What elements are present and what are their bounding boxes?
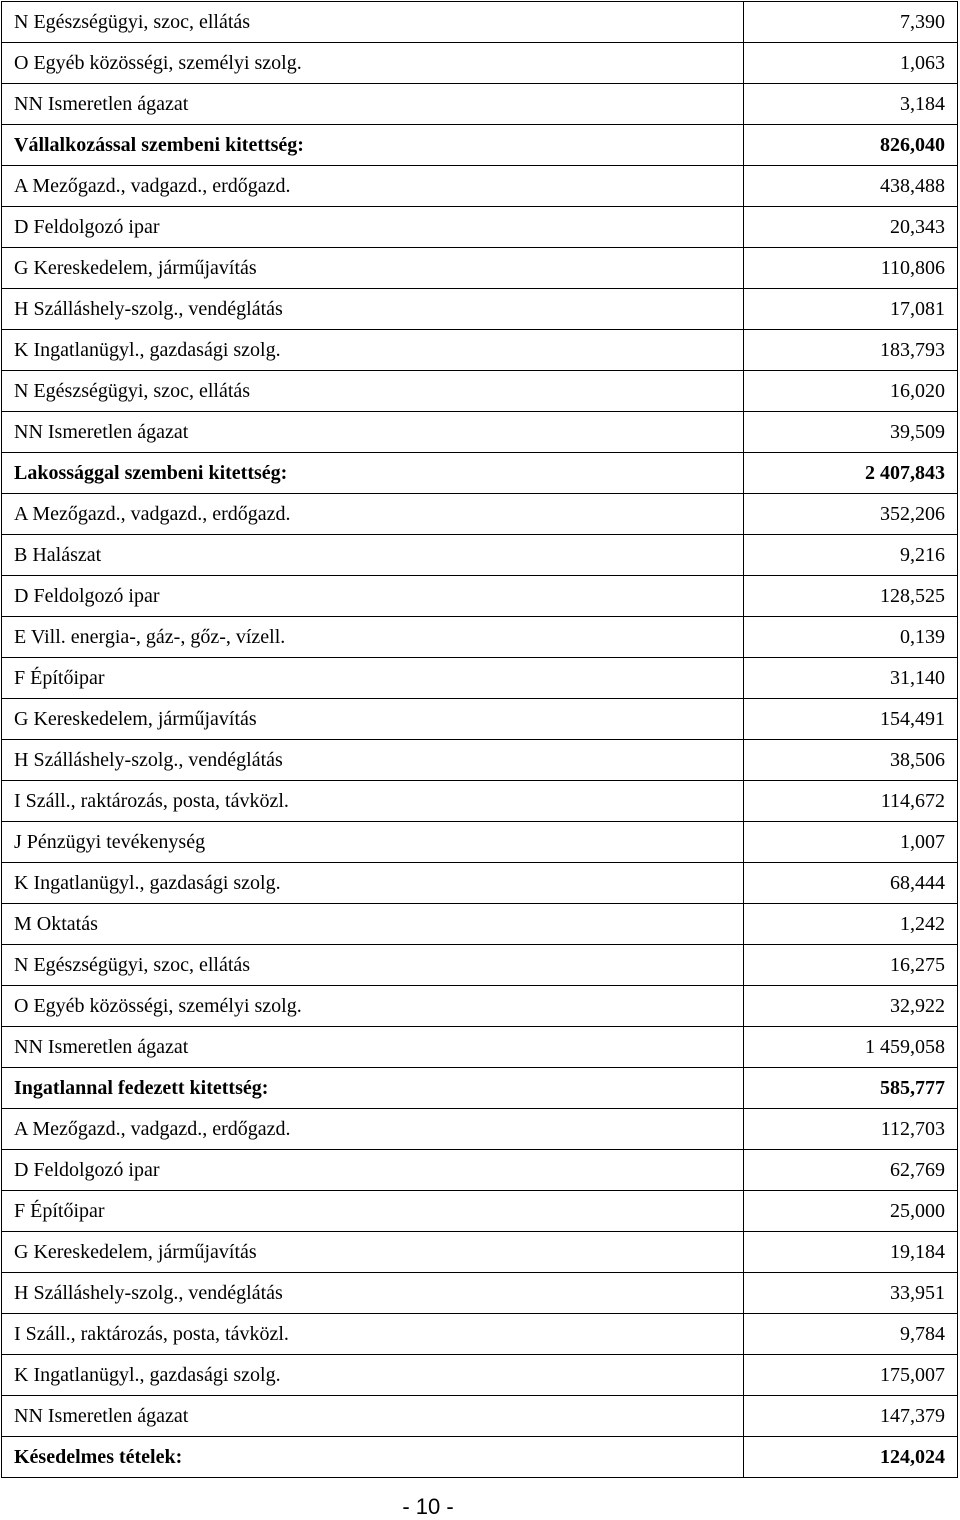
table-row <box>2 43 958 84</box>
sector-value: 38,506 <box>744 740 958 781</box>
sector-label: G Kereskedelem, járműjavítás <box>2 699 744 740</box>
table-row <box>2 863 958 904</box>
table-row <box>2 2 958 43</box>
table-section-row <box>2 1437 958 1478</box>
sector-label: K Ingatlanügyl., gazdasági szolg. <box>2 863 744 904</box>
table-row <box>2 1273 958 1314</box>
sector-value: 9,216 <box>744 535 958 576</box>
exposure-table <box>1 1 958 1478</box>
sector-value: 0,139 <box>744 617 958 658</box>
sector-value: 3,184 <box>744 84 958 125</box>
sector-label: J Pénzügyi tevékenység <box>2 822 744 863</box>
sector-value: 31,140 <box>744 658 958 699</box>
table-row <box>2 1191 958 1232</box>
sector-value: 68,444 <box>744 863 958 904</box>
sector-label: B Halászat <box>2 535 744 576</box>
table-row <box>2 822 958 863</box>
section-label: Vállalkozással szembeni kitettség: <box>2 125 744 166</box>
table-row <box>2 289 958 330</box>
sector-label: A Mezőgazd., vadgazd., erdőgazd. <box>2 494 744 535</box>
section-value: 124,024 <box>744 1437 958 1478</box>
table-row <box>2 1314 958 1355</box>
sector-label: I Száll., raktározás, posta, távközl. <box>2 1314 744 1355</box>
sector-label: D Feldolgozó ipar <box>2 1150 744 1191</box>
table-row <box>2 781 958 822</box>
table-row <box>2 904 958 945</box>
table-row <box>2 494 958 535</box>
sector-label: G Kereskedelem, járműjavítás <box>2 248 744 289</box>
sector-value: 19,184 <box>744 1232 958 1273</box>
sector-label: M Oktatás <box>2 904 744 945</box>
sector-value: 352,206 <box>744 494 958 535</box>
sector-label: A Mezőgazd., vadgazd., erdőgazd. <box>2 1109 744 1150</box>
sector-value: 25,000 <box>744 1191 958 1232</box>
sector-value: 110,806 <box>744 248 958 289</box>
table-row <box>2 371 958 412</box>
sector-label: K Ingatlanügyl., gazdasági szolg. <box>2 330 744 371</box>
section-label: Lakossággal szembeni kitettség: <box>2 453 744 494</box>
sector-label: H Szálláshely-szolg., vendéglátás <box>2 1273 744 1314</box>
section-value: 585,777 <box>744 1068 958 1109</box>
sector-label: I Száll., raktározás, posta, távközl. <box>2 781 744 822</box>
section-label: Késedelmes tételek: <box>2 1437 744 1478</box>
table-row <box>2 1109 958 1150</box>
table-row <box>2 84 958 125</box>
table-row <box>2 986 958 1027</box>
table-row <box>2 617 958 658</box>
sector-label: N Egészségügyi, szoc, ellátás <box>2 2 744 43</box>
table-row <box>2 1396 958 1437</box>
sector-value: 9,784 <box>744 1314 958 1355</box>
table-row <box>2 535 958 576</box>
sector-label: G Kereskedelem, járműjavítás <box>2 1232 744 1273</box>
sector-value: 39,509 <box>744 412 958 453</box>
sector-value: 62,769 <box>744 1150 958 1191</box>
table-row <box>2 1150 958 1191</box>
sector-value: 16,275 <box>744 945 958 986</box>
sector-label: D Feldolgozó ipar <box>2 576 744 617</box>
sector-value: 1,063 <box>744 43 958 84</box>
sector-label: H Szálláshely-szolg., vendéglátás <box>2 740 744 781</box>
sector-label: F Építőipar <box>2 1191 744 1232</box>
sector-label: N Egészségügyi, szoc, ellátás <box>2 371 744 412</box>
table-row <box>2 699 958 740</box>
table-row <box>2 576 958 617</box>
sector-label: E Vill. energia-, gáz-, gőz-, vízell. <box>2 617 744 658</box>
table-row <box>2 248 958 289</box>
sector-value: 112,703 <box>744 1109 958 1150</box>
sector-label: NN Ismeretlen ágazat <box>2 412 744 453</box>
sector-value: 7,390 <box>744 2 958 43</box>
table-row <box>2 166 958 207</box>
sector-label: K Ingatlanügyl., gazdasági szolg. <box>2 1355 744 1396</box>
table-row <box>2 1027 958 1068</box>
table-row <box>2 658 958 699</box>
table-row <box>2 740 958 781</box>
sector-label: H Szálláshely-szolg., vendéglátás <box>2 289 744 330</box>
table-section-row <box>2 125 958 166</box>
sector-value: 438,488 <box>744 166 958 207</box>
sector-value: 1,242 <box>744 904 958 945</box>
sector-label: N Egészségügyi, szoc, ellátás <box>2 945 744 986</box>
table-row <box>2 1232 958 1273</box>
sector-label: A Mezőgazd., vadgazd., erdőgazd. <box>2 166 744 207</box>
table-row <box>2 330 958 371</box>
sector-label: O Egyéb közösségi, személyi szolg. <box>2 43 744 84</box>
section-value: 826,040 <box>744 125 958 166</box>
table-row <box>2 945 958 986</box>
section-label: Ingatlannal fedezett kitettség: <box>2 1068 744 1109</box>
sector-value: 1,007 <box>744 822 958 863</box>
sector-value: 1 459,058 <box>744 1027 958 1068</box>
sector-value: 32,922 <box>744 986 958 1027</box>
sector-value: 16,020 <box>744 371 958 412</box>
exposure-table-body <box>2 2 958 1478</box>
sector-value: 154,491 <box>744 699 958 740</box>
sector-value: 17,081 <box>744 289 958 330</box>
sector-label: O Egyéb közösségi, személyi szolg. <box>2 986 744 1027</box>
sector-label: NN Ismeretlen ágazat <box>2 1396 744 1437</box>
table-section-row <box>2 453 958 494</box>
sector-value: 175,007 <box>744 1355 958 1396</box>
sector-value: 183,793 <box>744 330 958 371</box>
page-number: - 10 - <box>402 1494 454 1519</box>
sector-value: 33,951 <box>744 1273 958 1314</box>
table-row <box>2 207 958 248</box>
sector-label: NN Ismeretlen ágazat <box>2 1027 744 1068</box>
sector-value: 128,525 <box>744 576 958 617</box>
table-row <box>2 412 958 453</box>
sector-value: 114,672 <box>744 781 958 822</box>
sector-label: NN Ismeretlen ágazat <box>2 84 744 125</box>
section-value: 2 407,843 <box>744 453 958 494</box>
sector-label: D Feldolgozó ipar <box>2 207 744 248</box>
table-section-row <box>2 1068 958 1109</box>
table-row <box>2 1355 958 1396</box>
sector-value: 147,379 <box>744 1396 958 1437</box>
sector-label: F Építőipar <box>2 658 744 699</box>
sector-value: 20,343 <box>744 207 958 248</box>
